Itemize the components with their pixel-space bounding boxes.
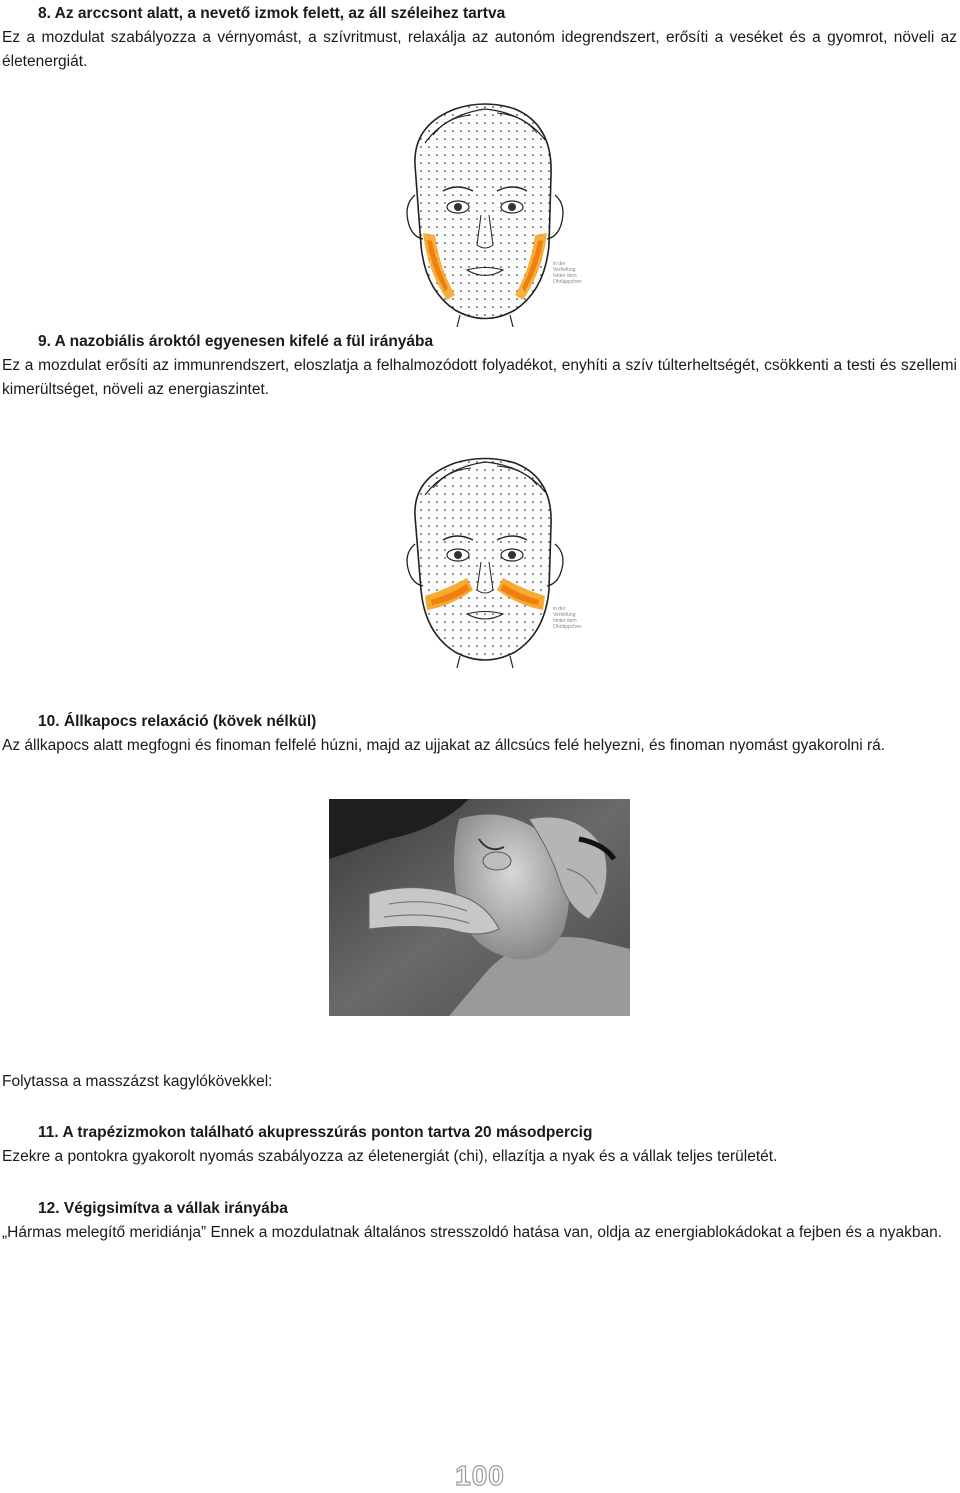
annotation-line-4: Ohrläppchen [553, 279, 582, 285]
section-10-heading [2, 710, 957, 734]
section-12-text: „Hármas melegítő meridiánja” Ennek a mozdulatnak általános stresszoldó hatása van, oldja az energiablokádokat a fejben és a nyakban. [2, 1224, 943, 1241]
section-number: 12. [38, 1200, 60, 1217]
section-10-text: Az állkapocs alatt megfogni és finoman felfelé húzni, majd az ujjakat az állcsúcs felé helyezni, és finoman nyomást gyakorolni rá. [2, 737, 886, 754]
face-map-cheek-figure [385, 450, 585, 668]
section-10 [2, 710, 957, 758]
section-title: A trapézizmokon található akupresszúrás ponton tartva 20 másodpercig [62, 1124, 593, 1141]
section-title: Állkapocs relaxáció (kövek nélkül) [63, 713, 317, 730]
annotation-line-1: in der [553, 606, 566, 612]
section-8 [2, 2, 957, 74]
section-8-heading [2, 2, 957, 26]
section-number: 11. [38, 1124, 59, 1141]
continue-text: Folytassa a masszázst kagylókövekkel: [2, 1073, 273, 1090]
annotation-line-4: Ohrläppchen [553, 624, 582, 630]
jaw-relaxation-photo [329, 799, 630, 1016]
section-9-text: Ez a mozdulat erősíti az immunrendszert, eloszlatja a felhalmozódott folyadékot, enyhíti a szív túlterheltségét, csökkenti a testi és szellemi kimerültséget, növeli az energiaszintet. [2, 357, 957, 398]
annotation-line-2: Vertiefung [553, 612, 576, 618]
section-number: 9. [38, 333, 51, 350]
annotation-line-2: Vertiefung [553, 267, 576, 273]
section-title: Az arccsont alatt, a nevető izmok felett, az áll széleihez tartva [54, 5, 506, 22]
page-number: 100 [455, 1460, 505, 1491]
section-title: Végigsimítva a vállak irányába [63, 1200, 288, 1217]
section-number: 10. [38, 713, 60, 730]
section-title: A nazobiális ároktól egyenesen kifelé a fül irányába [54, 333, 434, 350]
section-9 [2, 330, 957, 402]
section-8-text: Ez a mozdulat szabályozza a vérnyomást, a szívritmust, relaxálja az autonóm idegrendszert, erősíti a veséket és a gyomrot, növeli az életenergiát. [2, 29, 957, 70]
section-11-heading [2, 1121, 957, 1145]
section-11-text: Ezekre a pontokra gyakorolt nyomás szabályozza az életenergiát (chi), ellazítja a nyak és a vállak teljes területét. [2, 1148, 778, 1165]
section-number: 8. [38, 5, 51, 22]
annotation-line-3: hinter dem [553, 273, 577, 279]
section-12 [2, 1197, 957, 1245]
annotation-line-1: in der [553, 261, 566, 267]
face-map-jawline-figure [385, 95, 585, 327]
section-12-heading [2, 1197, 957, 1221]
section-9-heading [2, 330, 957, 354]
annotation-line-3: hinter dem [553, 618, 577, 624]
section-11 [2, 1121, 957, 1169]
